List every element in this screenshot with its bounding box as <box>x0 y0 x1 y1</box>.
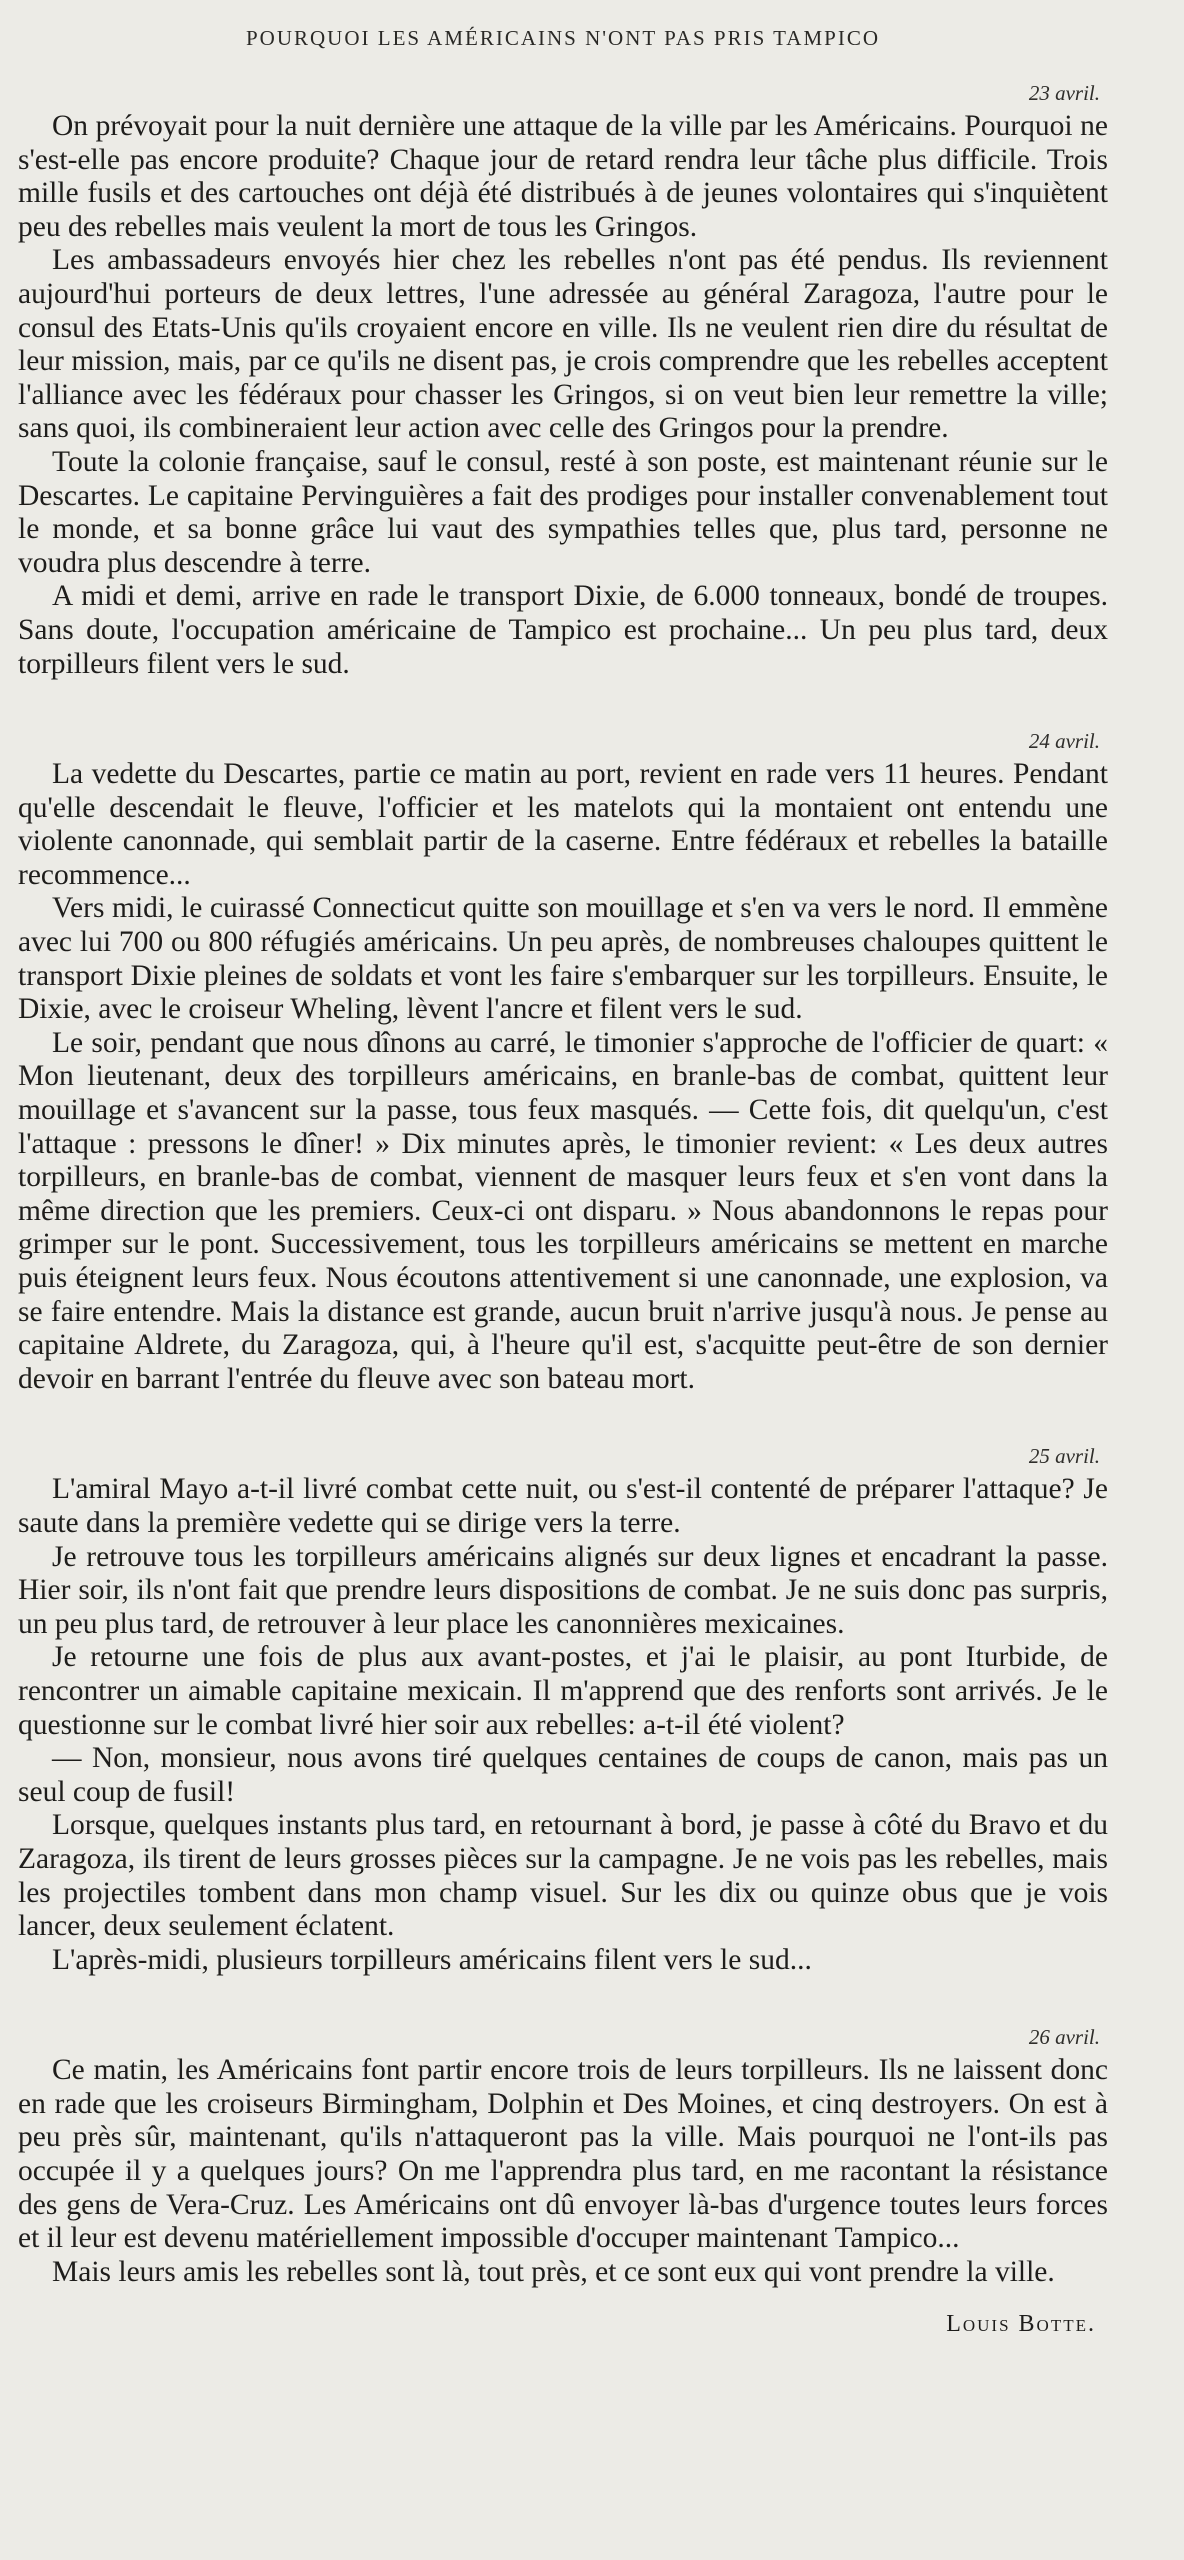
dialogue-paragraph: — Non, monsieur, nous avons tiré quelques centaines de coups de canon, mais pas un seul coup de fusil! <box>18 1742 1108 1808</box>
section-gap <box>18 1396 1108 1444</box>
paragraph: Vers midi, le cuirassé Connecticut quitte son mouillage et s'en va vers le nord. Il emmène avec lui 700 ou 800 réfugiés américains. Un peu après, de nombreuses chaloupes quittent le transport Dixie pleines de soldats et vont les faire s'embarquer sur les torpilleurs. Ensuite, le Dixie, avec le croiseur Wheling, lèvent l'ancre et filent vers le sud. <box>18 892 1108 1026</box>
entry-date: 25 avril. <box>1028 1444 1100 1469</box>
section-gap <box>18 681 1108 729</box>
paragraph: A midi et demi, arrive en rade le transport Dixie, de 6.000 tonneaux, bondé de troupes. Sans doute, l'occupation américaine de Tampico est prochaine... Un peu plus tard, deux torpilleurs filent vers le sud. <box>18 580 1108 680</box>
paragraph: On prévoyait pour la nuit dernière une attaque de la ville par les Américains. Pourquoi ne s'est-elle pas encore produite? Chaque jour de retard rendra leur tâche plus difficile. Trois mille fusils et des cartouches ont déjà été distribués à de jeunes volontaires qui s'inquiètent peu des rebelles mais veulent la mort de tous les Gringos. <box>18 110 1108 243</box>
diary-entry-23-april <box>18 81 1108 681</box>
author-signature: Louis Botte. <box>946 2311 1096 2338</box>
entry-date: 23 avril. <box>1028 81 1100 105</box>
paragraph: Les ambassadeurs envoyés hier chez les rebelles n'ont pas été pendus. Ils reviennent aujourd'hui porteurs de deux lettres, l'une adressée au général Zaragoza, l'autre pour le consul des Etats-Unis qu'ils croyaient encore en ville. Ils ne veulent rien dire du résultat de leur mission, mais, par ce qu'ils ne disent pas, je crois comprendre que les rebelles acceptent l'alliance avec les fédéraux pour chasser les Gringos, si on veut bien leur remettre la ville; sans quoi, ils combineraient leur action avec celle des Gringos pour la prendre. <box>18 244 1108 445</box>
paragraph: L'après-midi, plusieurs torpilleurs américains filent vers le sud... <box>52 1943 812 1976</box>
paragraph: Lorsque, quelques instants plus tard, en retournant à bord, je passe à côté du Bravo et du Zaragoza, ils tirent de leurs grosses pièces sur la campagne. Je ne vois pas les rebelles, mais les projectiles tombent dans mon champ visuel. Sur les dix ou quinze obus que je vois lancer, deux seulement éclatent. <box>18 1809 1108 1943</box>
paragraph: L'amiral Mayo a-t-il livré combat cette nuit, ou s'est-il contenté de préparer l'attaque? Je saute dans la première vedette qui se dirige vers la terre. <box>18 1473 1108 1539</box>
paragraph: Le soir, pendant que nous dînons au carré, le timonier s'approche de l'officier de quart: « Mon lieutenant, deux des torpilleurs américains, en branle-bas de combat, quittent leur mouillage et s'avancent sur la passe, tous feux masqués. — Cette fois, dit quelqu'un, c'est l'attaque : pressons le dîner! » Dix minutes après, le timonier revient: « Les deux autres torpilleurs, en branle-bas de combat, viennent de masquer leurs feux et s'en vont dans la même direction que les premiers. Ceux-ci ont disparu. » Nous abandonnons le repas pour grimper sur le pont. Successivement, tous les torpilleurs américains se mettent en marche puis éteignent leurs feux. Nous écoutons attentivement si une canonnade, une explosion, va se faire entendre. Mais la distance est grande, aucun bruit n'arrive jusqu'à nous. Je pense au capitaine Aldrete, du Zaragoza, qui, à l'heure qu'il est, s'acquitte peut-être de son dernier devoir en barrant l'entrée du fleuve avec son bateau mort. <box>18 1026 1108 1395</box>
entry-date: 26 avril. <box>1028 2025 1100 2050</box>
paragraph: Je retrouve tous les torpilleurs américains alignés sur deux lignes et encadrant la passe. Hier soir, ils n'ont fait que prendre leurs dispositions de combat. Je ne suis donc pas surpris, un peu plus tard, de retrouver à leur place les canonnières mexicaines. <box>18 1540 1108 1640</box>
running-title: POURQUOI LES AMÉRICAINS N'ONT PAS PRIS TAMPICO <box>246 26 880 50</box>
paragraph: Mais leurs amis les rebelles sont là, tout près, et ce sont eux qui vont prendre la ville. <box>52 2255 1055 2288</box>
diary-entry-26-april <box>18 2025 1108 2289</box>
paragraph: Je retourne une fois de plus aux avant-postes, et j'ai le plaisir, au pont Iturbide, de rencontrer un aimable capitaine mexicain. Il m'apprend que des renforts sont arrivés. Je le questionne sur le combat livré hier soir aux rebelles: a-t-il été violent? <box>18 1641 1108 1741</box>
diary-entry-24-april <box>18 729 1108 1396</box>
paragraph: Ce matin, les Américains font partir encore trois de leurs torpilleurs. Ils ne laissent donc en rade que les croiseurs Birmingham, Dolphin et Des Moines, et cinq destroyers. On est à peu près sûr, maintenant, qu'ils n'attaqueront pas la ville. Mais pourquoi ne l'ont-ils pas occupée il y a quelques jours? On me l'apprendra plus tard, en me racontant la résistance des gens de Vera-Cruz. Les Américains ont dû envoyer là-bas d'urgence toutes leurs forces et il leur est devenu matériellement impossible d'occuper maintenant Tampico... <box>18 2054 1108 2255</box>
paragraph: La vedette du Descartes, partie ce matin au port, revient en rade vers 11 heures. Pendant qu'elle descendait le fleuve, l'officier et les matelots qui la montaient ont entendu une violente canonnade, qui semblait partir de la caserne. Entre fédéraux et rebelles la bataille recommence... <box>18 758 1108 891</box>
entry-date: 24 avril. <box>1028 729 1100 754</box>
diary-entry-25-april <box>18 1444 1108 1977</box>
paragraph: Toute la colonie française, sauf le consul, resté à son poste, est maintenant réunie sur le Descartes. Le capitaine Pervinguières a fait des prodiges pour installer convenablement tout le monde, et sa bonne grâce lui vaut des sympathies telles que, plus tard, personne ne voudra plus descendre à terre. <box>18 445 1108 579</box>
section-gap <box>18 1977 1108 2025</box>
